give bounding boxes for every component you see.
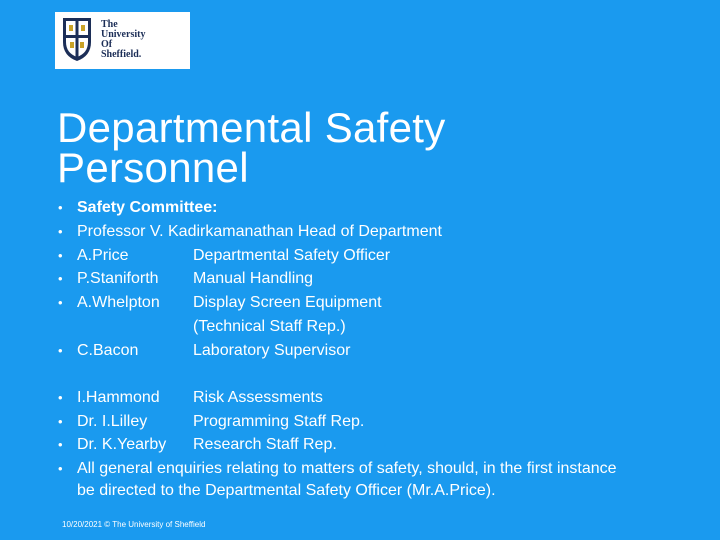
bullet-icon: •	[58, 271, 63, 286]
person-role: (Technical Staff Rep.)	[193, 318, 346, 335]
logo-line: University	[101, 29, 146, 40]
person-name: P.Staniforth	[77, 270, 159, 287]
university-logo	[55, 12, 190, 69]
person-role: Research Staff Rep.	[193, 436, 337, 453]
person-role: Programming Staff Rep.	[193, 413, 365, 430]
slide-footer: 10/20/2021 © The University of Sheffield	[62, 520, 206, 529]
person-name: Professor V. Kadirkamanathan Head of Department	[77, 223, 442, 240]
logo-line: Sheffield.	[101, 49, 142, 60]
person-name: I.Hammond	[77, 389, 160, 406]
bullet-icon: •	[58, 200, 63, 215]
crest-icon	[61, 16, 93, 62]
person-role: Manual Handling	[193, 270, 314, 287]
person-role: Risk Assessments	[193, 389, 323, 406]
person-name: C.Bacon	[77, 342, 139, 359]
person-role: Laboratory Supervisor	[193, 342, 351, 359]
bullet-icon: •	[58, 414, 63, 429]
bullet-icon: •	[58, 295, 63, 310]
person-name: Dr. I.Lilley	[77, 413, 148, 430]
person-name: A.Price	[77, 247, 129, 264]
slide-title-line: Personnel	[57, 144, 249, 191]
bullet-icon: •	[58, 437, 63, 452]
person-name: A.Whelpton	[77, 294, 160, 311]
logo-wordmark	[101, 20, 145, 60]
person-role: Display Screen Equipment	[193, 294, 382, 311]
person-role: Departmental Safety Officer	[193, 247, 391, 264]
slide-title-line: Departmental Safety	[57, 104, 446, 151]
person-name: Dr. K.Yearby	[77, 436, 167, 453]
logo-line: The	[101, 19, 118, 30]
bullet-icon: •	[58, 461, 63, 476]
enquiries-note-continuation: be directed to the Departmental Safety Officer (Mr.A.Price).	[77, 482, 496, 499]
bullet-icon: •	[58, 224, 63, 239]
list-heading: Safety Committee:	[77, 199, 218, 216]
enquiries-note: All general enquiries relating to matters of safety, should, in the first instance	[77, 460, 617, 477]
slide-title	[57, 104, 446, 191]
bullet-icon: •	[58, 343, 63, 358]
bullet-icon: •	[58, 248, 63, 263]
bullet-icon: •	[58, 390, 63, 405]
logo-line: Of	[101, 39, 113, 50]
